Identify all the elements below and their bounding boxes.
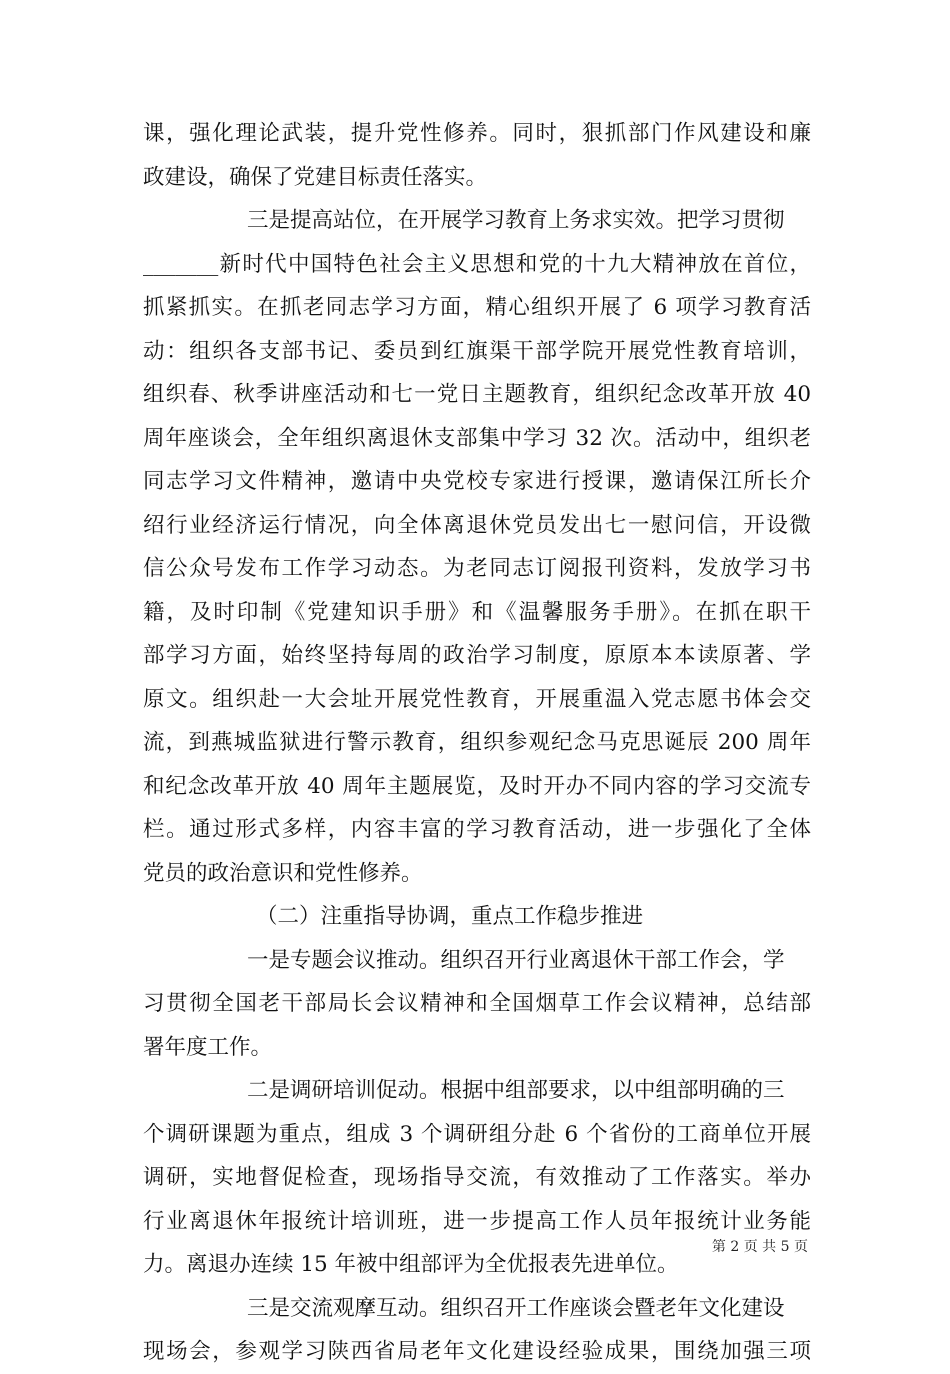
text-line: 原文。组织赴一大会址开展党性教育，开展重温入党志愿书体会交 <box>143 686 811 712</box>
text-line: 习贯彻全国老干部局长会议精神和全国烟草工作会议精神，总结部 <box>143 991 811 1016</box>
text-line: 行业离退休年报统计培训班，进一步提高工作人员年报统计业务能 <box>143 1208 811 1234</box>
text-line: 二是调研培训促动。根据中组部要求，以中组部明确的三 <box>247 1078 785 1103</box>
text-line: 三是提高站位，在开展学习教育上务求实效。把学习贯彻 <box>247 208 785 233</box>
text-line: 现场会，参观学习陕西省局老年文化建设经验成果，围绕加强三项 <box>143 1339 811 1364</box>
text-line: 调研，实地督促检查，现场指导交流，有效推动了工作落实。举办 <box>143 1165 811 1190</box>
text-line: 和纪念改革开放 40 周年主题展览，及时开办不同内容的学习交流专 <box>143 773 811 799</box>
text-line: 三是交流观摩互动。组织召开工作座谈会暨老年文化建设 <box>247 1295 785 1321</box>
text-line: 绍行业经济运行情况，向全体离退休党员发出七一慰问信，开设微 <box>143 512 811 538</box>
text-line: 组织春、秋季讲座活动和七一党日主题教育，组织纪念改革开放 40 <box>143 382 811 407</box>
text-line: 课，强化理论武装，提升党性修养。同时，狠抓部门作风建设和廉 <box>143 121 811 146</box>
text-line: 栏。通过形式多样，内容丰富的学习教育活动，进一步强化了全体 <box>143 817 811 842</box>
text-line: 动：组织各支部书记、委员到红旗渠干部学院开展党性教育培训， <box>143 338 811 364</box>
text-line: （二）注重指导协调，重点工作稳步推进 <box>256 904 644 929</box>
text-line: 抓紧抓实。在抓老同志学习方面，精心组织开展了 6 项学习教育活 <box>143 295 811 320</box>
page-footer: 第 2 页 共 5 页 <box>711 1239 808 1255</box>
text-line: 个调研课题为重点，组成 3 个调研组分赴 6 个省份的工商单位开展 <box>143 1121 811 1147</box>
text-line: 籍，及时印制《党建知识手册》和《温馨服务手册》。在抓在职干 <box>143 599 811 625</box>
text-line: 一是专题会议推动。组织召开行业离退休干部工作会，学 <box>247 947 785 973</box>
text-line: _______新时代中国特色社会主义思想和党的十九大精神放在首位， <box>143 251 811 277</box>
text-line: 署年度工作。 <box>143 1034 273 1060</box>
text-line: 党员的政治意识和党性修养。 <box>143 860 423 886</box>
text-line: 力。离退办连续 15 年被中组部评为全优报表先进单位。 <box>143 1252 679 1277</box>
text-line: 周年座谈会，全年组织离退休支部集中学习 32 次。活动中，组织老 <box>143 425 811 451</box>
body-text <box>143 112 811 1374</box>
text-line: 同志学习文件精神，邀请中央党校专家进行授课，邀请保江所长介 <box>143 469 811 494</box>
text-line: 流，到燕城监狱进行警示教育，组织参观纪念马克思诞辰 200 周年 <box>143 730 811 755</box>
text-line: 信公众号发布工作学习动态。为老同志订阅报刊资料，发放学习书 <box>143 556 811 581</box>
text-line: 部学习方面，始终坚持每周的政治学习制度，原原本本读原著、学 <box>143 643 811 668</box>
text-line: 政建设，确保了党建目标责任落实。 <box>143 164 488 190</box>
